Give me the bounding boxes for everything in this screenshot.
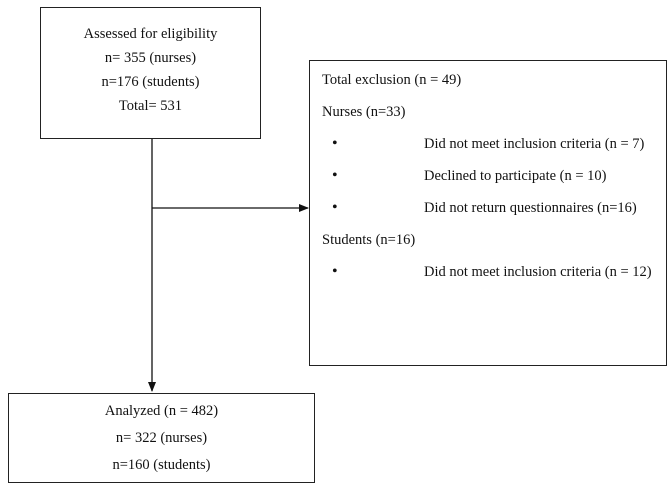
eligibility-title: Assessed for eligibility [83,26,218,42]
exclusion-reason: Did not meet inclusion criteria (n = 12) [424,264,652,280]
list-item [322,167,654,185]
exclusion-reason: Did not return questionnaires (n=16) [424,200,637,216]
analyzed-students: n=160 (students) [112,457,211,473]
analyzed-title: Analyzed (n = 482) [104,403,219,419]
eligibility-nurses: n= 355 (nurses) [104,50,197,66]
list-item [322,135,654,153]
eligibility-students: n=176 (students) [101,74,200,90]
eligibility-box [40,7,261,139]
list-item [322,263,654,281]
exclusion-reason: Declined to participate (n = 10) [424,168,607,184]
exclusion-box [309,60,667,366]
eligibility-total: Total= 531 [118,98,183,114]
bullet-icon: • [332,199,338,216]
bullet-icon: • [332,263,338,280]
nurses-heading: Nurses (n=33) [322,104,406,120]
list-item [322,199,654,217]
analyzed-nurses: n= 322 (nurses) [115,430,208,446]
exclusion-reason: Did not meet inclusion criteria (n = 7) [424,136,645,152]
students-heading: Students (n=16) [322,232,416,248]
exclusion-title: Total exclusion (n = 49) [322,72,462,88]
bullet-icon: • [332,135,338,152]
bullet-icon: • [332,167,338,184]
analyzed-box [8,393,315,483]
